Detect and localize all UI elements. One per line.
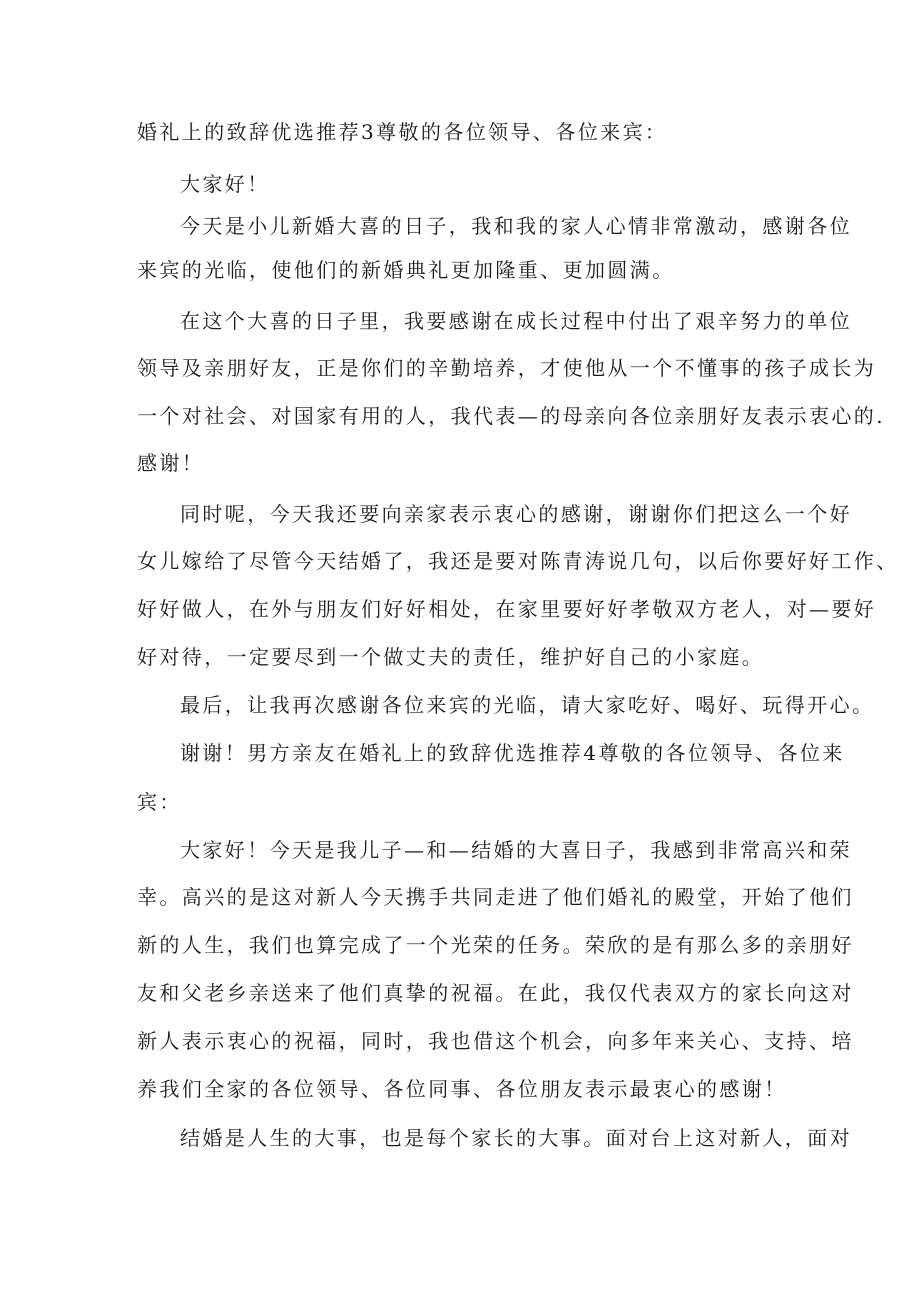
text-line: 大家好！今天是我儿子—和—结婚的大喜日子，我感到非常高兴和荣: [180, 838, 852, 862]
text-line: 大家好！: [180, 172, 270, 196]
text-line: 好对待，一定要尽到一个做丈夫的责任，维护好自己的小家庭。: [137, 645, 765, 669]
text-line: 结婚是人生的大事，也是每个家长的大事。面对台上这对新人，面对: [180, 1126, 852, 1150]
text-line: 感谢！: [137, 451, 205, 475]
text-line: 来宾的光临，使他们的新婚典礼更加隆重、更加圆满。: [137, 258, 675, 282]
text-line: 宾：: [137, 790, 182, 814]
text-line: 友和父老乡亲送来了他们真挚的祝福。在此，我仅代表双方的家长向这对: [137, 981, 854, 1005]
text-line: 在这个大喜的日子里，我要感谢在成长过程中付出了艰辛努力的单位: [180, 309, 852, 333]
text-line: 领导及亲朋好友，正是你们的辛勤培养，才使他从一个不懂事的孩子成长为: [137, 356, 877, 380]
text-line: 幸。高兴的是这对新人今天携手共同走进了他们婚礼的殿堂，开始了他们: [137, 885, 854, 909]
text-line: 谢谢！男方亲友在婚礼上的致辞优选推荐4尊敬的各位领导、各位来: [180, 741, 845, 765]
text-line: 婚礼上的致辞优选推荐3尊敬的各位领导、各位来宾：: [137, 120, 668, 144]
text-line: 女儿嫁给了尽管今天结婚了，我还是要对陈青涛说几句，以后你要好好工作、: [137, 549, 899, 573]
text-line: 一个对社会、对国家有用的人，我代表—的母亲向各位亲朋好友表示衷心的.: [137, 404, 885, 428]
text-line: 最后，让我再次感谢各位来宾的光临，请大家吃好、喝好、玩得开心。: [180, 693, 875, 717]
text-line: 今天是小儿新婚大喜的日子，我和我的家人心情非常激动，感谢各位: [180, 214, 852, 238]
text-line: 新人表示衷心的祝福，同时，我也借这个机会，向多年来关心、支持、培: [137, 1029, 854, 1053]
text-line: 养我们全家的各位领导、各位同事、各位朋友表示最衷心的感谢！: [137, 1077, 787, 1101]
text-line: 同时呢，今天我还要向亲家表示衷心的感谢，谢谢你们把这么一个好: [180, 502, 852, 526]
text-line: 新的人生，我们也算完成了一个光荣的任务。荣欣的是有那么多的亲朋好: [137, 933, 854, 957]
text-line: 好好做人，在外与朋友们好好相处，在家里要好好孝敬双方老人，对—要好: [137, 597, 877, 621]
